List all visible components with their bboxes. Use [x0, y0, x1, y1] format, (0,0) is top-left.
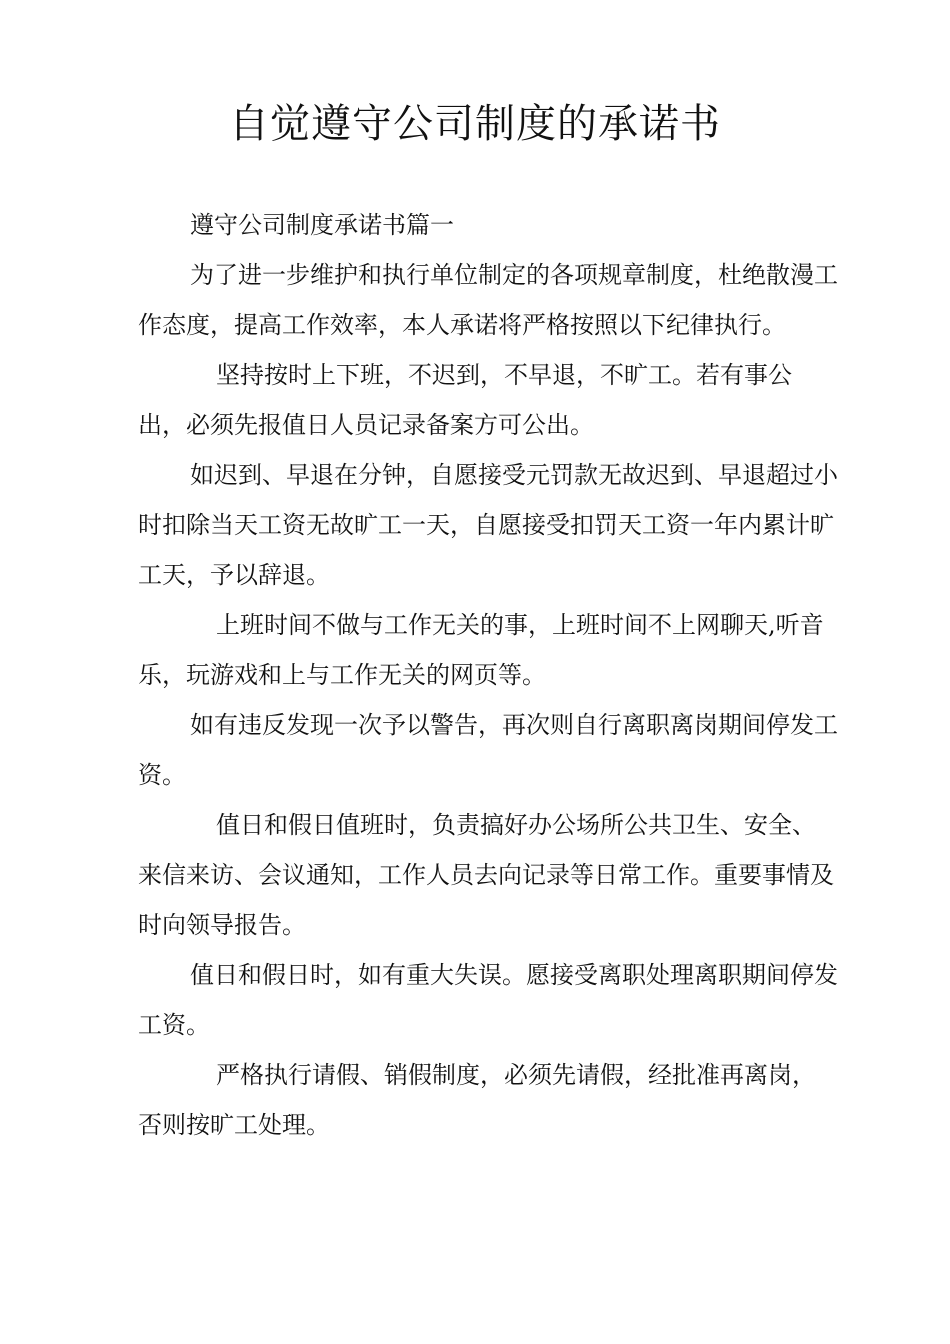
paragraph-duty: 值日和假日值班时，负责搞好办公场所公共卫生、安全、来信来访、会议通知，工作人员去向记录等日常工作。重要事情及时向领导报告。 [138, 811, 834, 939]
document-title: 自觉遵守公司制度的承诺书 [229, 101, 721, 147]
paragraph-duty-error: 值日和假日时，如有重大失误。愿接受离职处理离职期间停发工资。 [138, 961, 838, 1039]
section-heading: 遵守公司制度承诺书篇一 [190, 211, 454, 239]
paragraph-intro: 为了进一步维护和执行单位制定的各项规章制度，杜绝散漫工作态度，提高工作效率，本人承诺将严格按照以下纪律执行。 [138, 261, 838, 339]
paragraph-violation: 如有违反发现一次予以警告，再次则自行离职离岗期间停发工资。 [138, 711, 838, 789]
paragraph-leave: 严格执行请假、销假制度，必须先请假，经批准再离岗，否则按旷工处理。 [138, 1061, 816, 1139]
document-body [138, 200, 838, 1150]
paragraph-attendance: 坚持按时上下班，不迟到，不早退，不旷工。若有事公出，必须先报值日人员记录备案方可公出。 [138, 361, 792, 439]
paragraph-work-hours: 上班时间不做与工作无关的事，上班时间不上网聊天,听音乐，玩游戏和上与工作无关的网页等。 [138, 611, 824, 689]
paragraph-lateness-penalty: 如迟到、早退在分钟，自愿接受元罚款无故迟到、早退超过小时扣除当天工资无故旷工一天，自愿接受扣罚天工资一年内累计旷工天，予以辞退。 [138, 461, 838, 589]
